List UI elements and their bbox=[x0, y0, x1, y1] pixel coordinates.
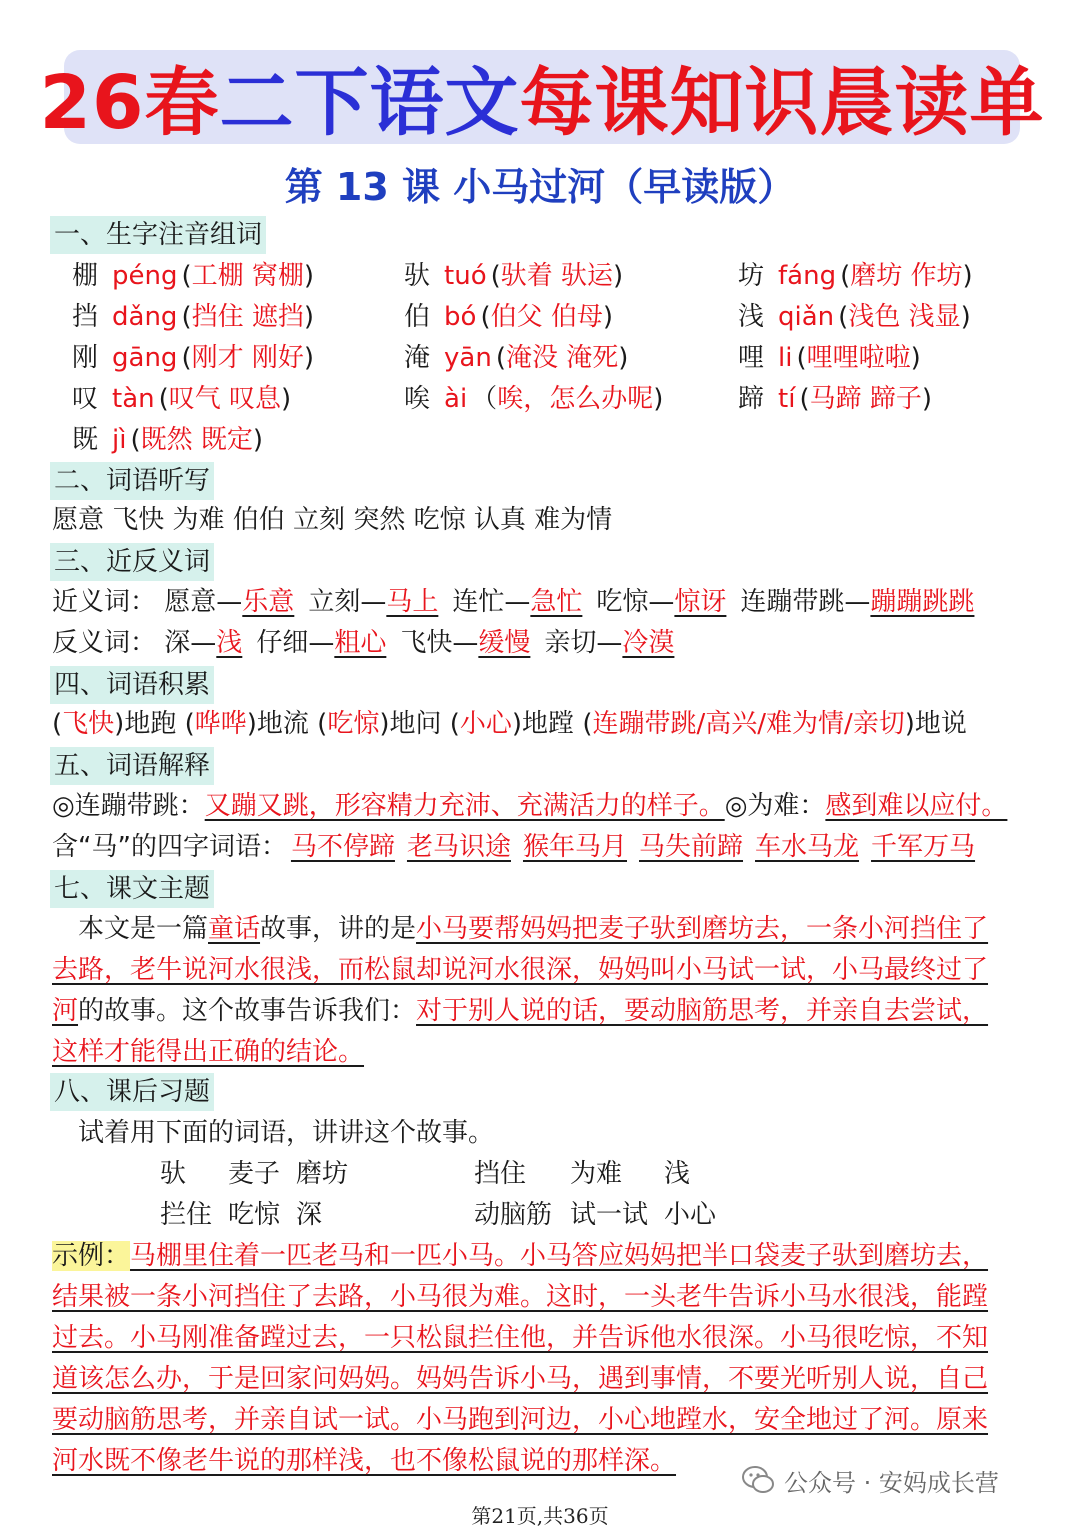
char-entry bbox=[738, 299, 971, 335]
char-entry bbox=[72, 340, 314, 376]
pinyin: péng bbox=[112, 261, 178, 291]
example-text: 结果被一条小河挡住了去路，小马很为难。这时，一头老牛告诉小马水很浅，能蹚 bbox=[52, 1282, 989, 1312]
theme-line-3 bbox=[52, 993, 988, 1029]
pinyin: jì bbox=[112, 425, 127, 455]
char-entry bbox=[404, 340, 628, 376]
accumulation-line: (飞快)地跑 (哗哗)地流 (吃惊)地问 (小心)地蹚 (连蹦带跳/高兴/难为情/亲切)地说 bbox=[52, 709, 967, 739]
char-entry bbox=[72, 422, 263, 458]
idiom-label: 含“马”的四字词语： bbox=[52, 832, 287, 862]
banner-subject: 二下语文 bbox=[219, 60, 520, 146]
char-words-text: 哩哩啦啦 bbox=[806, 343, 911, 373]
example-line-3 bbox=[52, 1361, 988, 1397]
explain-term-2: ◎为难： bbox=[724, 791, 826, 821]
pinyin: yān bbox=[444, 343, 492, 373]
lesson-title: 第 13 课 小马过河（早读版） bbox=[284, 165, 796, 209]
char-entry bbox=[738, 381, 932, 417]
char: 淹 bbox=[404, 343, 431, 373]
char-words: (挡住 遮挡) bbox=[181, 302, 315, 332]
idiom: 车水马龙 bbox=[755, 832, 860, 862]
char: 蹄 bbox=[738, 384, 765, 414]
char: 棚 bbox=[72, 261, 99, 291]
example-text: 过去。小马刚准备蹚过去，一只松鼠拦住他，并告诉他水很深。小马很吃惊，不知 bbox=[52, 1323, 989, 1353]
accumulation-fill: 连蹦带跳/高兴/难为情/亲切 bbox=[592, 709, 905, 739]
synonym-pair: 愿意—乐意 bbox=[164, 587, 295, 617]
pinyin: li bbox=[778, 343, 793, 373]
wechat-icon bbox=[740, 1462, 776, 1498]
char: 哩 bbox=[738, 343, 765, 373]
synonym-pair-answer: 惊讶 bbox=[674, 587, 727, 617]
example-text: 道该怎么办，于是回家问妈妈。妈妈告诉小马，遇到事情，不要光听别人说，自己 bbox=[52, 1364, 989, 1394]
banner-part1 bbox=[40, 44, 520, 150]
synonym-pair: 吃惊—惊讶 bbox=[596, 587, 727, 617]
char-words: (刚才 刚好) bbox=[181, 343, 315, 373]
example-line-4 bbox=[52, 1402, 988, 1438]
watermark bbox=[740, 1462, 999, 1498]
char-words-text: 叹气 叹息 bbox=[168, 384, 282, 414]
theme-story: 小马要帮妈妈把麦子驮到磨坊去，一条小河挡住了 bbox=[416, 914, 989, 944]
exercise-word: 浅 bbox=[664, 1159, 691, 1189]
char-words: (叹气 叹息) bbox=[158, 384, 292, 414]
section-heading-3: 三、近反义词 bbox=[50, 543, 214, 581]
synonym-pair-answer: 急忙 bbox=[530, 587, 583, 617]
dictation-words: 愿意 飞快 为难 伯伯 立刻 突然 吃惊 认真 难为情 bbox=[52, 505, 613, 535]
section-heading-1: 一、生字注音组词 bbox=[50, 216, 266, 254]
exercise-word: 小心 bbox=[664, 1200, 717, 1230]
char-words: (磨坊 作坊) bbox=[840, 261, 973, 291]
char: 既 bbox=[72, 425, 99, 455]
example-label: 示例： bbox=[52, 1241, 131, 1271]
exercise-word: 吃惊 bbox=[228, 1200, 281, 1230]
theme-text: 本文是一篇 bbox=[78, 914, 209, 944]
example-text: 河水既不像老牛说的那样浅，也不像松鼠说的那样深。 bbox=[52, 1446, 677, 1476]
example-text: 马棚里住着一匹老马和一匹小马。小马答应妈妈把半口袋麦子驮到磨坊去， bbox=[130, 1241, 989, 1271]
example-line-5 bbox=[52, 1443, 676, 1479]
char-words-text: 唉，怎么办呢 bbox=[497, 384, 654, 414]
pinyin: gāng bbox=[112, 343, 178, 373]
exercise-word: 麦子 bbox=[228, 1159, 281, 1189]
char-words-text: 磨坊 作坊 bbox=[850, 261, 963, 291]
accumulation-fill: 哗哗 bbox=[194, 709, 247, 739]
page-number: 第21页,共36页 bbox=[471, 1504, 609, 1528]
accumulation-fill: 飞快 bbox=[62, 709, 115, 739]
example-text: 要动脑筋思考，并亲自试一试。小马跑到河边，小心地蹚水，安全地过了河。原来 bbox=[52, 1405, 989, 1435]
char-entry bbox=[72, 381, 291, 417]
char-words: （唉，怎么办呢) bbox=[471, 384, 664, 414]
char-words: (工棚 窝棚) bbox=[181, 261, 315, 291]
antonym-pair: 飞快—缓慢 bbox=[400, 628, 531, 658]
theme-story: 河 bbox=[52, 996, 79, 1026]
pinyin: ài bbox=[444, 384, 468, 414]
theme-line-1 bbox=[78, 911, 988, 947]
char-words-text: 挡住 遮挡 bbox=[191, 302, 304, 332]
char-words-text: 刚才 刚好 bbox=[191, 343, 304, 373]
pinyin: qiǎn bbox=[778, 302, 835, 332]
char-words-text: 伯父 伯母 bbox=[490, 302, 603, 332]
pinyin: dǎng bbox=[112, 302, 178, 332]
idiom: 猴年马月 bbox=[522, 832, 627, 862]
char-entry bbox=[72, 258, 314, 294]
theme-text: 的故事。这个故事告诉我们： bbox=[78, 996, 417, 1026]
explain-def-2: 感到难以应付。 bbox=[825, 791, 1008, 821]
theme-lesson: 对于别人说的话，要动脑筋思考，并亲自去尝试， bbox=[416, 996, 989, 1026]
char: 坊 bbox=[738, 261, 765, 291]
section-heading-8: 八、课后习题 bbox=[50, 1073, 214, 1111]
char-words-text: 工棚 窝棚 bbox=[191, 261, 304, 291]
idiom-line bbox=[52, 829, 975, 865]
char-entry bbox=[72, 299, 314, 335]
watermark-text: 公众号 · 安妈成长营 bbox=[784, 1468, 999, 1497]
pinyin: tí bbox=[778, 384, 796, 414]
theme-text: 故事，讲的是 bbox=[260, 914, 417, 944]
exercise-word: 深 bbox=[296, 1200, 323, 1230]
char-words: (既然 既定) bbox=[130, 425, 264, 455]
theme-line-2 bbox=[52, 952, 988, 988]
char: 唉 bbox=[404, 384, 431, 414]
antonym-pair-answer: 冷漠 bbox=[622, 628, 675, 658]
char-entry bbox=[404, 258, 623, 294]
banner-part2: 每课知识晨读单 bbox=[519, 60, 1045, 146]
antonyms-line bbox=[52, 625, 674, 661]
exercise-word: 动脑筋 bbox=[474, 1200, 553, 1230]
antonym-pair-answer: 浅 bbox=[216, 628, 243, 658]
char: 刚 bbox=[72, 343, 99, 373]
pinyin: tuó bbox=[444, 261, 487, 291]
explain-line bbox=[52, 788, 1007, 824]
char-entry bbox=[404, 299, 613, 335]
char-words: (驮着 驮运) bbox=[490, 261, 624, 291]
antonym-pair: 深—浅 bbox=[164, 628, 243, 658]
char: 浅 bbox=[738, 302, 765, 332]
accumulation-fill: 吃惊 bbox=[327, 709, 380, 739]
antonym-pair-answer: 粗心 bbox=[334, 628, 387, 658]
theme-lesson: 这样才能得出正确的结论。 bbox=[52, 1037, 365, 1067]
theme-story: 去路，老牛说河水很浅，而松鼠却说河水很深，妈妈叫小马试一试，小马最终过了 bbox=[52, 955, 989, 985]
antonym-pair-answer: 缓慢 bbox=[478, 628, 531, 658]
idiom: 马不停蹄 bbox=[290, 832, 395, 862]
exercise-prompt: 试着用下面的词语，讲讲这个故事。 bbox=[78, 1118, 495, 1148]
synonym-pair: 连忙—急忙 bbox=[452, 587, 583, 617]
idiom: 马失前蹄 bbox=[639, 832, 744, 862]
char-words: (淹没 淹死) bbox=[495, 343, 629, 373]
example-line-2 bbox=[52, 1320, 988, 1356]
synonym-pair-answer: 蹦蹦跳跳 bbox=[870, 587, 975, 617]
char-words-text: 淹没 淹死 bbox=[505, 343, 619, 373]
banner-year: 26春 bbox=[39, 60, 220, 146]
char-words: (浅色 浅显) bbox=[838, 302, 971, 332]
exercise-word: 拦住 bbox=[160, 1200, 213, 1230]
char-entry bbox=[404, 381, 663, 417]
example-line-0 bbox=[52, 1238, 988, 1274]
accumulation-fill: 小心 bbox=[459, 709, 512, 739]
char: 叹 bbox=[72, 384, 99, 414]
char-words: (马蹄 蹄子) bbox=[799, 384, 933, 414]
char-words-text: 马蹄 蹄子 bbox=[809, 384, 922, 414]
char-words-text: 浅色 浅显 bbox=[848, 302, 961, 332]
synonym-pair-answer: 乐意 bbox=[242, 587, 295, 617]
synonym-pair: 立刻—马上 bbox=[308, 587, 439, 617]
idiom: 千军万马 bbox=[871, 832, 976, 862]
synonyms-label: 近义词： bbox=[52, 587, 157, 617]
synonym-pair-answer: 马上 bbox=[386, 587, 439, 617]
antonyms-label: 反义词： bbox=[52, 628, 157, 658]
page-banner bbox=[39, 50, 1045, 146]
synonym-pair: 连蹦带跳—蹦蹦跳跳 bbox=[740, 587, 975, 617]
char-words: (哩哩啦啦) bbox=[796, 343, 921, 373]
char-words-text: 既然 既定 bbox=[140, 425, 253, 455]
exercise-word: 驮 bbox=[160, 1159, 187, 1189]
char: 伯 bbox=[404, 302, 431, 332]
exercise-word: 试一试 bbox=[570, 1200, 649, 1230]
char: 驮 bbox=[404, 261, 431, 291]
theme-genre: 童话 bbox=[208, 914, 261, 944]
char-entry bbox=[738, 340, 921, 376]
explain-term-1: ◎连蹦带跳： bbox=[52, 791, 205, 821]
antonym-pair: 亲切—冷漠 bbox=[544, 628, 675, 658]
explain-def-1: 又蹦又跳，形容精力充沛、充满活力的样子。 bbox=[204, 791, 725, 821]
antonym-pair: 仔细—粗心 bbox=[256, 628, 387, 658]
theme-line-4 bbox=[52, 1034, 364, 1070]
example-line-1 bbox=[52, 1279, 988, 1315]
idiom: 老马识途 bbox=[406, 832, 511, 862]
synonyms-line bbox=[52, 584, 974, 620]
pinyin: bó bbox=[444, 302, 477, 332]
pinyin: tàn bbox=[112, 384, 155, 414]
char-entry bbox=[738, 258, 973, 294]
section-heading-7: 七、课文主题 bbox=[50, 870, 214, 908]
exercise-word: 为难 bbox=[570, 1159, 623, 1189]
char-words: (伯父 伯母) bbox=[480, 302, 614, 332]
exercise-word: 磨坊 bbox=[296, 1159, 349, 1189]
section-heading-4: 四、词语积累 bbox=[50, 666, 214, 704]
exercise-word: 挡住 bbox=[474, 1159, 527, 1189]
section-heading-5: 五、词语解释 bbox=[50, 747, 214, 785]
section-heading-2: 二、词语听写 bbox=[50, 462, 214, 500]
char-words-text: 驮着 驮运 bbox=[500, 261, 614, 291]
char: 挡 bbox=[72, 302, 99, 332]
pinyin: fáng bbox=[778, 261, 837, 291]
